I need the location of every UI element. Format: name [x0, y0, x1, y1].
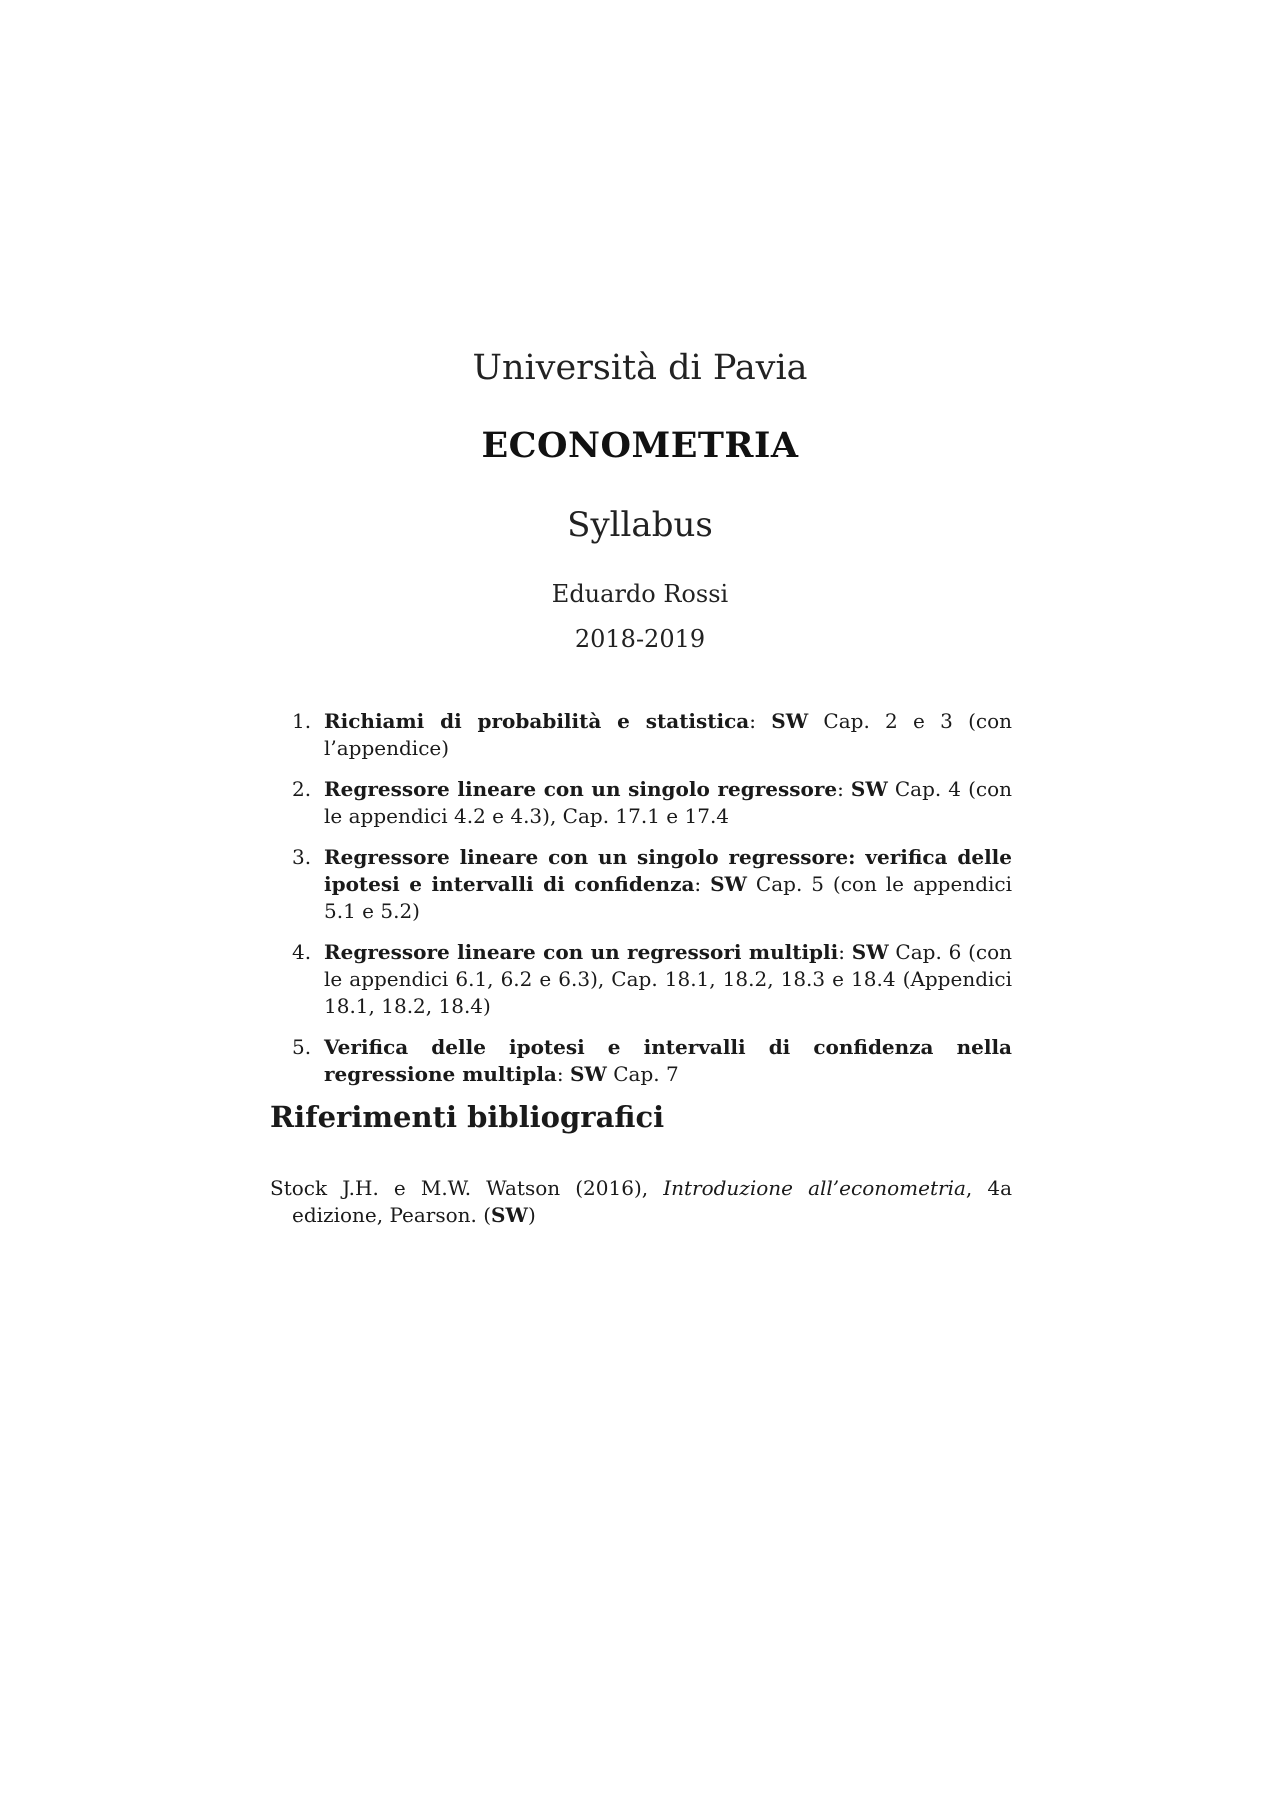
- topic-title: Regressore lineare con un singolo regressore: verifica delle ipotesi e intervalli di confidenza: [324, 845, 1012, 896]
- topic-separator: :: [556, 1062, 570, 1086]
- topic-number: 2.: [292, 777, 312, 801]
- topic-source: SW: [850, 777, 888, 801]
- document-type: Syllabus: [567, 505, 713, 545]
- topic-separator: :: [837, 777, 851, 801]
- topic-details: Cap. 5 (con le appendici 5.1 e 5.2): [324, 872, 1012, 923]
- topic-source: SW: [569, 1062, 607, 1086]
- topic-source: SW: [851, 940, 889, 964]
- topic-details: Cap. 6 (con le appendici 6.1, 6.2 e 6.3), Cap. 18.1, 18.2, 18.3 e 18.4 (Appendici 18.1, 18.2, 18.4): [324, 940, 1013, 1018]
- topic-title: Richiami di probabilità e statistica: [324, 709, 750, 733]
- reference-close: ): [527, 1203, 536, 1227]
- topic-details: Cap. 2 e 3 (con l’appendice): [324, 709, 1012, 760]
- author-name: Eduardo Rossi: [551, 580, 729, 608]
- topic-number: 1.: [292, 709, 312, 733]
- topic-item: [270, 776, 1012, 830]
- reference-title: Introduzione all’econometria: [663, 1176, 966, 1200]
- topic-separator: :: [838, 940, 852, 964]
- reference-abbreviation: SW: [491, 1203, 528, 1227]
- topic-source: SW: [771, 709, 809, 733]
- topic-number: 4.: [292, 940, 312, 964]
- topic-separator: :: [749, 709, 772, 733]
- topic-number: 5.: [292, 1035, 312, 1059]
- topic-title: Regressore lineare con un singolo regressore: [324, 777, 838, 801]
- topic-details: Cap. 7: [606, 1062, 679, 1086]
- topic-details: Cap. 4 (con le appendici 4.2 e 4.3), Cap. 17.1 e 17.4: [324, 777, 1013, 828]
- reference-details: , 4a edizione, Pearson. (: [292, 1176, 1012, 1227]
- reference-authors: Stock J.H. e M.W. Watson (2016),: [270, 1176, 664, 1200]
- topic-item: [270, 844, 1012, 925]
- academic-year: 2018-2019: [574, 625, 706, 653]
- topic-title: Regressore lineare con un regressori multipli: [324, 940, 839, 964]
- topic-item: [270, 1034, 1012, 1088]
- topic-item: [270, 708, 1012, 762]
- reference-entry: [270, 1175, 1012, 1229]
- topic-source: SW: [710, 872, 747, 896]
- topic-separator: :: [694, 872, 711, 896]
- references-heading: Riferimenti bibliografici: [270, 1100, 665, 1134]
- topic-title: Verifica delle ipotesi e intervalli di confidenza nella regressione multipla: [324, 1035, 1012, 1086]
- topic-item: [270, 939, 1012, 1020]
- topic-list: [270, 708, 1012, 1102]
- topic-number: 3.: [292, 845, 312, 869]
- university-name: Università di Pavia: [472, 348, 808, 388]
- course-title: ECONOMETRIA: [481, 425, 799, 466]
